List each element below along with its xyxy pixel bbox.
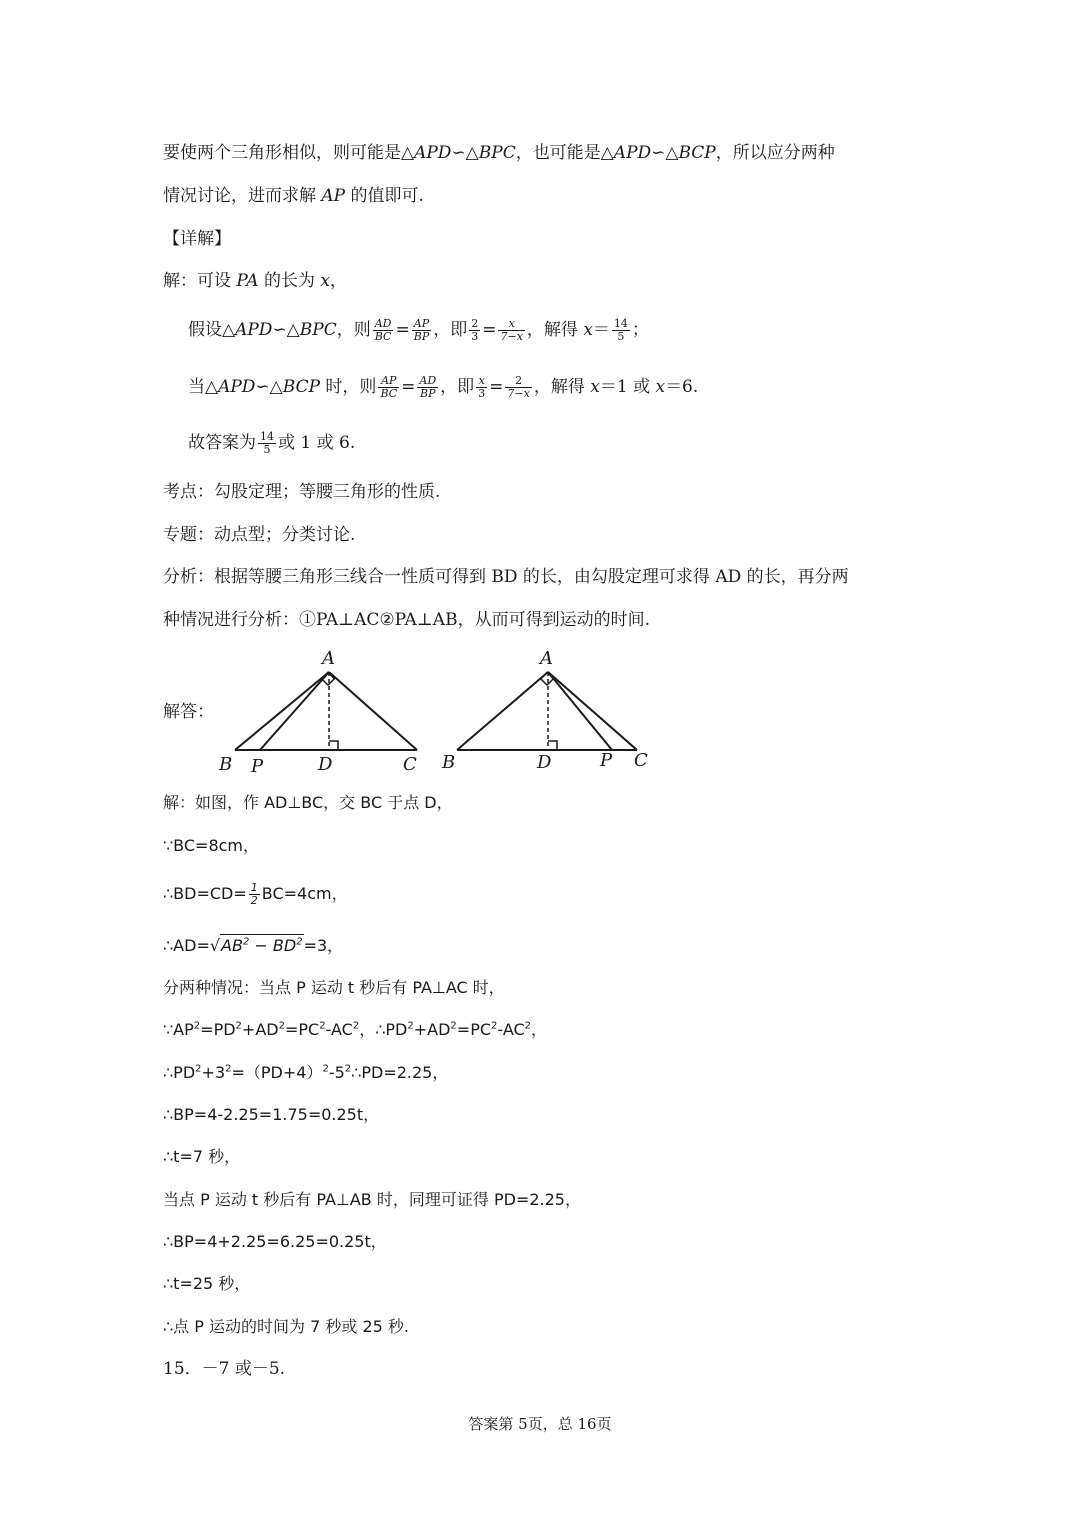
figure-right: [457, 672, 637, 750]
text: =PC: [284, 1020, 320, 1039]
exponent: 2: [352, 1020, 360, 1032]
label-d: D: [318, 754, 333, 775]
exponent: 2: [322, 1063, 329, 1075]
exponent: 2: [195, 1063, 202, 1075]
numerator: 2: [471, 317, 479, 330]
text-line-2: [163, 185, 424, 207]
right-angle-mark: [548, 741, 557, 750]
numerator: AP: [412, 318, 432, 331]
fraction: [612, 318, 630, 343]
fraction: [249, 882, 260, 907]
fraction: [469, 318, 480, 343]
text: APD: [235, 320, 273, 340]
text: 当△: [188, 377, 219, 397]
text: x: [655, 377, 666, 397]
text: -AC: [325, 1020, 353, 1039]
text: 时，则: [320, 377, 377, 397]
numerator: AD: [374, 317, 392, 330]
segment-ap: [548, 672, 612, 750]
exponent: 2: [242, 936, 250, 948]
denominator: 5: [617, 330, 625, 343]
text: =PC: [456, 1020, 492, 1039]
text: ∽△: [651, 143, 679, 163]
text: +AD: [241, 1020, 279, 1039]
exponent: 2: [193, 1020, 201, 1032]
sqrt-expression: [220, 934, 304, 957]
exponent: 2: [344, 1063, 352, 1075]
numerator: x: [476, 375, 487, 388]
text: BC=4cm，: [261, 884, 348, 903]
exponent: 2: [407, 1020, 414, 1032]
text: BCP: [678, 143, 716, 163]
side-ac: [329, 672, 417, 750]
text: =PD: [200, 1020, 236, 1039]
knowledge-point: 考点：勾股定理；等腰三角形的性质.: [163, 482, 441, 502]
exponent: 2: [319, 1020, 326, 1032]
text: x: [320, 271, 330, 291]
side-ac: [548, 672, 637, 750]
text: =: [482, 320, 497, 340]
denominator: BC: [374, 330, 392, 343]
label-c: C: [403, 754, 417, 775]
section-heading-detail: 【详解】: [163, 229, 231, 249]
text: =3，: [303, 936, 344, 955]
fraction: [373, 318, 394, 343]
numerator: AP: [378, 375, 399, 388]
exponent: 2: [278, 1020, 285, 1032]
solution-line-11: ∴BP=4+2.25=6.25=0.25t，: [163, 1232, 387, 1251]
text: +3: [201, 1063, 226, 1082]
solution-line-12: ∴t=25 秒，: [163, 1274, 251, 1293]
text: ，所以应分两种: [715, 143, 835, 163]
fraction: [258, 431, 276, 456]
denominator: 7−x: [500, 330, 523, 343]
denominator: 3: [471, 330, 479, 343]
label-c: C: [634, 750, 648, 771]
figure-left: [235, 672, 417, 750]
fraction: [476, 375, 487, 400]
text: 的长为: [258, 271, 321, 291]
text: ∽△: [255, 377, 283, 397]
denominator: 3: [478, 387, 486, 400]
exponent: 2: [235, 1020, 242, 1032]
solution-line-1: 解：如图，作 AD⊥BC，交 BC 于点 D，: [163, 793, 453, 812]
text: -5: [328, 1063, 345, 1082]
text: x: [583, 320, 593, 340]
text: APD: [414, 143, 452, 163]
denominator: 5: [263, 443, 271, 456]
text: AP: [321, 186, 346, 206]
label-b: B: [442, 752, 456, 773]
text: BCP: [282, 377, 321, 397]
text: APD: [613, 143, 652, 163]
text: BD: [272, 936, 297, 955]
text: ∴PD: [163, 1063, 196, 1082]
right-angle-mark: [329, 741, 338, 750]
analysis-line-2: 种情况进行分析：①PA⊥AC②PA⊥AB，从而可得到运动的时间.: [163, 610, 650, 630]
side-ab: [235, 672, 329, 750]
text: 假设△: [188, 320, 236, 340]
side-ab: [457, 672, 548, 750]
solution-line-13: ∴点 P 运动的时间为 7 秒或 25 秒.: [163, 1317, 409, 1336]
exponent: 2: [491, 1020, 498, 1032]
text: =: [489, 377, 504, 397]
denominator: BC: [380, 387, 398, 400]
solution-line-3: [163, 882, 348, 907]
text: 要使两个三角形相似，则可能是△: [163, 143, 415, 163]
text: BPC: [299, 320, 337, 340]
page-footer: 答案第 5页，总 16页: [468, 1415, 612, 1433]
solution-line-2: ∵BC=8cm，: [163, 836, 260, 855]
label-b: B: [219, 754, 233, 775]
text: ，即: [433, 320, 468, 340]
text: =（PD+4）: [231, 1063, 323, 1082]
numerator: 14: [613, 317, 628, 330]
equation-line-6: [188, 375, 698, 400]
fraction: [412, 318, 432, 343]
label-a: A: [322, 648, 335, 669]
text: +AD: [413, 1020, 451, 1039]
analysis-line-1: 分析：根据等腰三角形三线合一性质可得到 BD 的长，由勾股定理可求得 AD 的长，再分两: [163, 567, 849, 587]
text: −: [249, 936, 273, 955]
denominator: BP: [420, 387, 436, 400]
text: ，即: [440, 377, 475, 397]
text: ，: [531, 1020, 548, 1039]
fraction: [378, 375, 399, 400]
text: APD: [218, 377, 256, 397]
text: 的值即可.: [345, 186, 424, 206]
text: ，∴PD: [359, 1020, 408, 1039]
text: 或 1 或 6.: [278, 433, 356, 453]
numerator: x: [498, 318, 524, 331]
text: ∴PD=2.25，: [351, 1063, 449, 1082]
solution-line-5: 分两种情况：当点 P 运动 t 秒后有 PA⊥AC 时，: [163, 978, 505, 997]
question-15-answer: 15．－7 或－5.: [163, 1359, 286, 1379]
text: ，则: [336, 320, 371, 340]
text: ＝: [592, 320, 610, 340]
solution-line-10: 当点 P 运动 t 秒后有 PA⊥AB 时，同理可证得 PD=2.25，: [163, 1190, 581, 1209]
text: BPC: [478, 143, 516, 163]
text: ∴AD=√: [163, 936, 221, 955]
text: x: [590, 377, 600, 397]
solution-line-8: ∴BP=4-2.25=1.75=0.25t，: [163, 1105, 380, 1124]
text: ，也可能是△: [515, 143, 614, 163]
answer-line: [188, 431, 355, 456]
numerator: 1: [250, 881, 258, 894]
solution-line-7: [163, 1062, 448, 1084]
text: ∽△: [451, 143, 479, 163]
exponent: 2: [296, 936, 303, 948]
fraction: [417, 375, 438, 400]
exponent: 2: [524, 1020, 532, 1032]
text-line-1: [163, 142, 835, 164]
numerator: 14: [260, 430, 274, 443]
segment-ap: [260, 672, 329, 750]
text: =: [401, 377, 416, 397]
numerator: AD: [419, 374, 437, 387]
text: ＝6.: [665, 377, 699, 397]
fraction: [498, 318, 524, 343]
text: ∴BD=CD=: [163, 884, 247, 903]
text: -AC: [497, 1020, 525, 1039]
text: PA: [236, 271, 259, 291]
fraction: [505, 375, 531, 400]
topic-line: 专题：动点型；分类讨论.: [163, 525, 356, 545]
text-line-4: [163, 270, 347, 292]
label-p: P: [251, 756, 264, 777]
text: AB: [221, 936, 243, 955]
solution-line-4: [163, 934, 343, 957]
text: ，解得: [526, 320, 584, 340]
answer-label: 解答：: [163, 702, 214, 722]
exponent: 2: [450, 1020, 457, 1032]
label-p: P: [600, 750, 613, 771]
solution-line-9: ∴t=7 秒，: [163, 1147, 241, 1166]
text: ；: [631, 320, 649, 340]
exponent: 2: [225, 1063, 232, 1075]
text: ，解得: [533, 377, 591, 397]
text: ，: [329, 271, 347, 291]
text: ＝1 或: [599, 377, 656, 397]
numerator: 2: [505, 375, 531, 388]
text: =: [395, 320, 410, 340]
denominator: BP: [413, 330, 430, 343]
denominator: 2: [250, 894, 258, 907]
denominator: 7−x: [507, 387, 530, 400]
label-a: A: [540, 648, 553, 669]
label-d: D: [537, 752, 552, 773]
text: 情况讨论，进而求解: [163, 186, 322, 206]
solution-line-6: [163, 1019, 547, 1041]
text: ∽△: [272, 320, 300, 340]
text: 故答案为: [188, 433, 256, 453]
text: 解：可设: [163, 271, 237, 291]
equation-line-5: [188, 318, 649, 343]
text: ∵AP: [163, 1020, 194, 1039]
triangle-figures: [0, 648, 1080, 777]
